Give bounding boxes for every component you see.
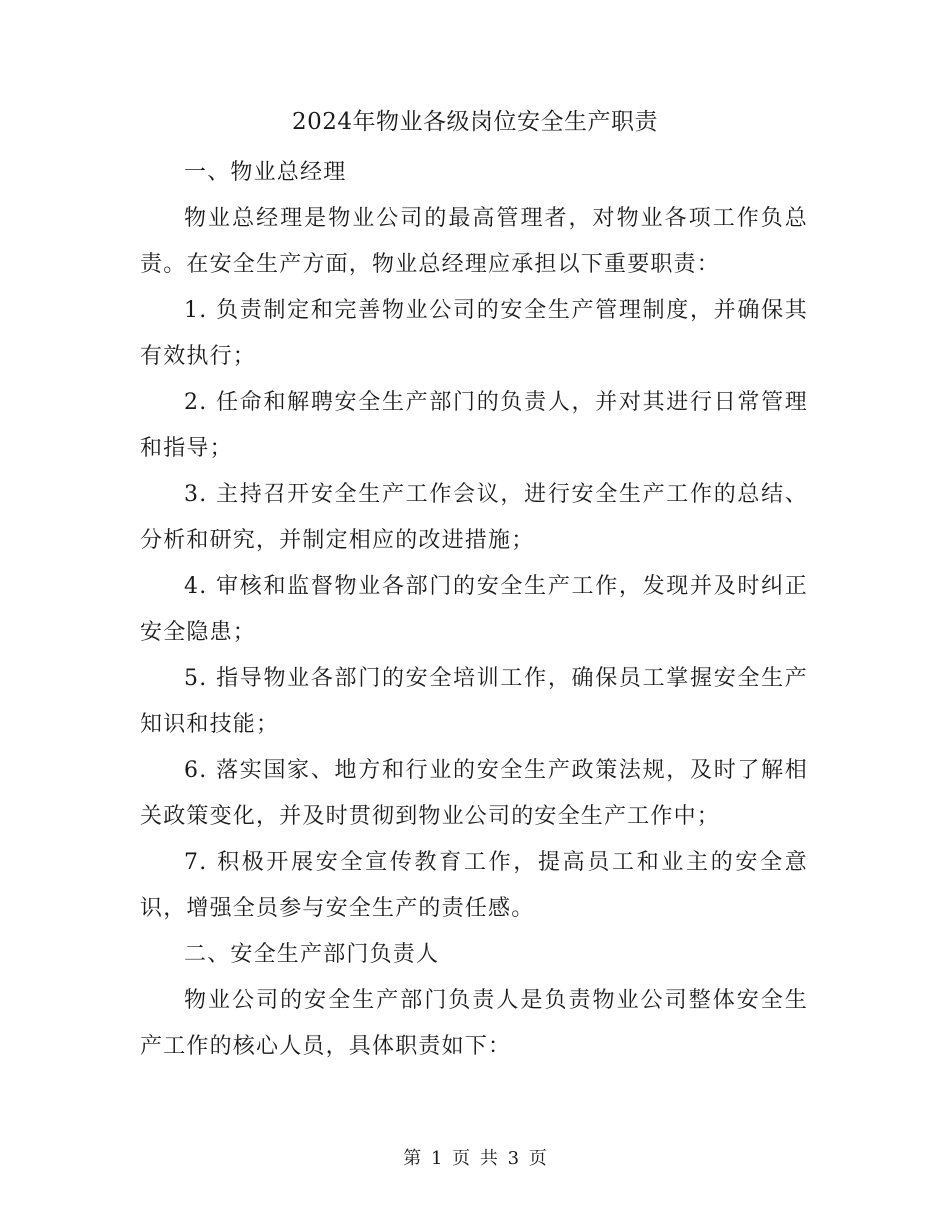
list-item-3: 3. 主持召开安全生产工作会议，进行安全生产工作的总结、分析和研究，并制定相应的改进措施； bbox=[140, 482, 808, 553]
section-heading-1: 一、物业总经理 bbox=[184, 160, 347, 185]
document-body bbox=[140, 150, 808, 1070]
list-item-2: 2. 任命和解聘安全生产部门的负责人，并对其进行日常管理和指导； bbox=[140, 390, 808, 461]
document-title: 2024年物业各级岗位安全生产职责 bbox=[291, 109, 659, 135]
list-item-1: 1. 负责制定和完善物业公司的安全生产管理制度，并确保其有效执行； bbox=[140, 298, 808, 369]
list-item-7: 7. 积极开展安全宣传教育工作，提高员工和业主的安全意识，增强全员参与安全生产的责任感。 bbox=[140, 850, 808, 921]
paragraph-intro-2: 物业公司的安全生产部门负责人是负责物业公司整体安全生产工作的核心人员，具体职责如下： bbox=[140, 988, 808, 1059]
list-item-6: 6. 落实国家、地方和行业的安全生产政策法规，及时了解相关政策变化，并及时贯彻到物业公司的安全生产工作中； bbox=[140, 758, 808, 829]
paragraph-intro-1: 物业总经理是物业公司的最高管理者，对物业各项工作负总责。在安全生产方面，物业总经理应承担以下重要职责： bbox=[140, 206, 808, 277]
list-item-4: 4. 审核和监督物业各部门的安全生产工作，发现并及时纠正安全隐患； bbox=[140, 574, 808, 645]
section-heading-2: 二、安全生产部门负责人 bbox=[184, 942, 440, 967]
page-footer: 第 1 页 共 3 页 bbox=[403, 1148, 547, 1169]
list-item-5: 5. 指导物业各部门的安全培训工作，确保员工掌握安全生产知识和技能； bbox=[140, 666, 808, 737]
